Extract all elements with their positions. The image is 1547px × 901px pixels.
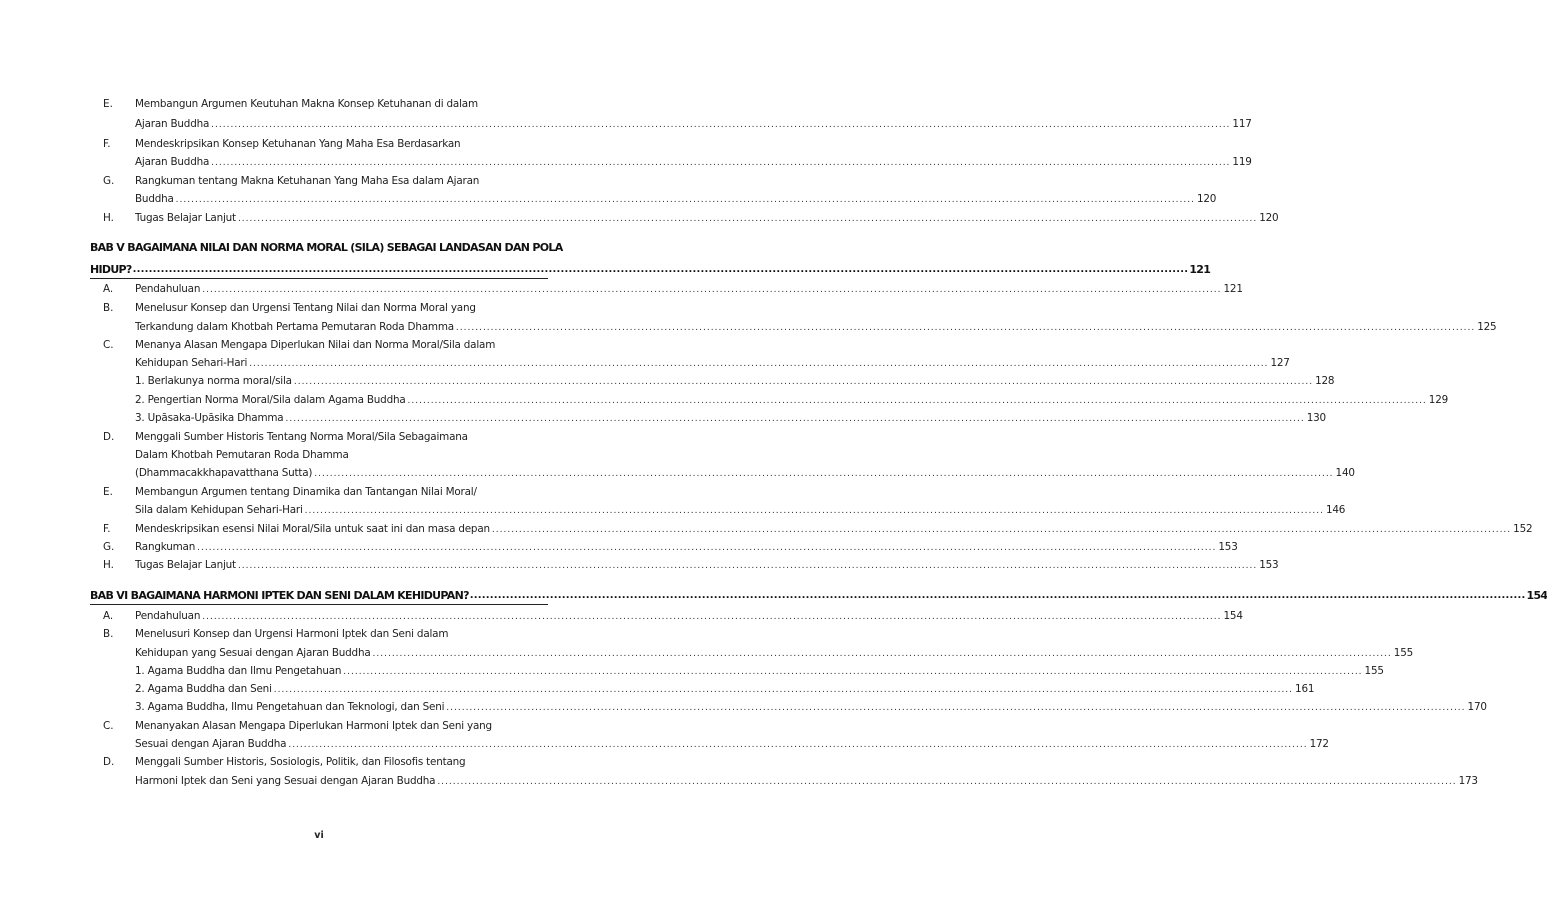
toc-entry-text: Dalam Khotbah Pemutaran Roda Dhamma: [135, 449, 349, 461]
dot-leader: ........................................................................................................................................................................................................................................................................: [249, 359, 1269, 369]
dot-leader: ........................................................................................................................................................................................................................................................................: [285, 414, 1305, 424]
dot-leader: ........................................................................................................................................................................................................................................................................: [455, 323, 1476, 333]
toc-page-number: 121: [1223, 283, 1243, 295]
toc-letter: H.: [103, 559, 114, 571]
toc-page-number: 155: [1393, 647, 1414, 659]
toc-page-number: 121: [1189, 263, 1211, 276]
toc-page-number: 128: [1315, 375, 1335, 387]
toc-entry-text: 2. Pengertian Norma Moral/Sila dalam Agama Buddha: [135, 394, 406, 406]
toc-entry-text: 2. Agama Buddha dan Seni: [135, 683, 272, 695]
toc-entry[interactable]: [135, 282, 1243, 296]
toc-entry[interactable]: [135, 558, 1279, 572]
toc-entry-text: Harmoni Iptek dan Seni yang Sesuai dengan Ajaran Buddha: [135, 775, 436, 787]
toc-entry-text: Rangkuman: [135, 541, 196, 553]
toc-letter: A.: [103, 610, 114, 622]
dot-leader: ........................................................................................................................................................................................................................................................................: [446, 703, 1466, 713]
toc-entry-text: 1. Berlakunya norma moral/sila: [135, 375, 292, 387]
dot-leader: ........................................................................................................................................................................................................................................................................: [437, 777, 1457, 787]
toc-entry-text: Terkandung dalam Khotbah Pertama Pemutaran Roda Dhamma: [135, 321, 454, 333]
toc-page-number: 140: [1335, 467, 1355, 479]
toc-letter: D.: [103, 756, 115, 768]
toc-page-number: 130: [1306, 412, 1326, 424]
toc-letter: A.: [103, 283, 114, 295]
dot-leader: ........................................................................................................................................................................................................................................................................: [197, 543, 1217, 553]
toc-entry-text: Membangun Argumen tentang Dinamika dan Tantangan Nilai Moral/: [135, 486, 477, 498]
toc-letter: C.: [103, 339, 114, 351]
chapter-heading-text: HIDUP?: [90, 263, 132, 276]
dot-leader: ........................................................................................................................................................................................................................................................................: [202, 285, 1222, 295]
chapter-underline: [90, 278, 548, 279]
toc-letter: E.: [103, 98, 113, 110]
toc-entry-text: Tugas Belajar Lanjut: [135, 559, 236, 571]
dot-leader: ........................................................................................................................................................................................................................................................................: [288, 740, 1308, 750]
toc-entry[interactable]: [135, 540, 1238, 554]
toc-page-number: 170: [1467, 701, 1487, 713]
toc-entry-text: Kehidupan yang Sesuai dengan Ajaran Buddha: [135, 647, 371, 659]
toc-letter: C.: [103, 720, 114, 732]
chapter-heading-text: BAB VI BAGAIMANA HARMONI IPTEK DAN SENI DALAM KEHIDUPAN?: [90, 589, 469, 602]
toc-page-number: 173: [1458, 775, 1478, 787]
toc-subentry[interactable]: [135, 682, 1315, 696]
toc-subentry[interactable]: [135, 664, 1384, 678]
toc-page-number: 155: [1364, 665, 1384, 677]
toc-subentry[interactable]: [135, 374, 1335, 388]
toc-entry-text: Sesuai dengan Ajaran Buddha: [135, 738, 287, 750]
chapter-underline: [90, 604, 548, 605]
dot-leader: ........................................................................................................................................................................................................................................................................: [407, 396, 1427, 406]
toc-entry[interactable]: [135, 737, 1329, 751]
toc-entry-text: Menanyakan Alasan Mengapa Diperlukan Harmoni Iptek dan Seni yang: [135, 720, 492, 732]
toc-entry-text: 3. Upāsaka-Upāsika Dhamma: [135, 412, 284, 424]
toc-entry[interactable]: [135, 503, 1346, 517]
toc-entry-text: 3. Agama Buddha, Ilmu Pengetahuan dan Teknologi, dan Seni: [135, 701, 445, 713]
toc-entry-text: Menanya Alasan Mengapa Diperlukan Nilai dan Norma Moral/Sila dalam: [135, 339, 496, 351]
toc-page-number: 127: [1270, 357, 1290, 369]
dot-leader: ........................................................................................................................................................................................................................................................................: [343, 667, 1363, 677]
toc-page-number: 117: [1232, 118, 1252, 130]
toc-page-number: 120: [1196, 193, 1217, 205]
toc-entry-text: Membangun Argumen Keutuhan Makna Konsep Ketuhanan di dalam: [135, 98, 478, 110]
toc-entry-text: Pendahuluan: [135, 610, 201, 622]
toc-entry-text: Pendahuluan: [135, 283, 201, 295]
toc-subentry[interactable]: [135, 411, 1326, 425]
toc-page-number: 119: [1232, 156, 1252, 168]
dot-leader: ........................................................................................................................................................................................................................................................................: [469, 590, 1526, 601]
dot-leader: ........................................................................................................................................................................................................................................................................: [202, 612, 1222, 622]
chapter-heading-entry[interactable]: [90, 263, 1211, 277]
dot-leader: ........................................................................................................................................................................................................................................................................: [491, 525, 1512, 535]
toc-entry[interactable]: [135, 522, 1533, 536]
toc-entry[interactable]: [135, 774, 1478, 788]
toc-page-number: 152: [1513, 523, 1533, 535]
toc-entry-text: Rangkuman tentang Makna Ketuhanan Yang Maha Esa dalam Ajaran: [135, 175, 480, 187]
toc-entry-text: Tugas Belajar Lanjut: [135, 212, 236, 224]
dot-leader: ........................................................................................................................................................................................................................................................................: [211, 120, 1231, 130]
toc-entry-text: Buddha: [135, 193, 174, 205]
toc-entry[interactable]: [135, 117, 1252, 131]
toc-entry-text: Ajaran Buddha: [135, 118, 210, 130]
toc-letter: G.: [103, 541, 115, 553]
toc-entry[interactable]: [135, 192, 1217, 206]
toc-entry[interactable]: [135, 356, 1290, 370]
toc-letter: B.: [103, 628, 114, 640]
toc-entry-text: Mendeskripsikan Konsep Ketuhanan Yang Maha Esa Berdasarkan: [135, 138, 461, 150]
toc-page-number: 161: [1295, 683, 1315, 695]
toc-page-number: 154: [1223, 610, 1243, 622]
toc-letter: H.: [103, 212, 114, 224]
toc-entry-text: Menggali Sumber Historis Tentang Norma Moral/Sila Sebagaimana: [135, 431, 468, 443]
toc-letter: G.: [103, 175, 115, 187]
toc-entry-text: Menggali Sumber Historis, Sosiologis, Politik, dan Filosofis tentang: [135, 756, 466, 768]
toc-entry-text: Mendeskripsikan esensi Nilai Moral/Sila untuk saat ini dan masa depan: [135, 523, 490, 535]
dot-leader: ........................................................................................................................................................................................................................................................................: [372, 649, 1392, 659]
dot-leader: ........................................................................................................................................................................................................................................................................: [211, 158, 1231, 168]
toc-page-number: 153: [1218, 541, 1238, 553]
toc-entry-text: 1. Agama Buddha dan Ilmu Pengetahuan: [135, 665, 342, 677]
toc-page-number: 153: [1259, 559, 1279, 571]
toc-subentry[interactable]: [135, 393, 1449, 407]
toc-letter: B.: [103, 302, 114, 314]
dot-leader: ........................................................................................................................................................................................................................................................................: [293, 377, 1314, 387]
dot-leader: ........................................................................................................................................................................................................................................................................: [304, 506, 1324, 516]
toc-entry-text: Menelusur Konsep dan Urgensi Tentang Nilai dan Norma Moral yang: [135, 302, 476, 314]
toc-entry[interactable]: [135, 155, 1252, 169]
toc-entry-text: (Dhammacakkhapavatthana Sutta): [135, 467, 313, 479]
toc-entry[interactable]: [135, 211, 1279, 225]
dot-leader: ........................................................................................................................................................................................................................................................................: [237, 214, 1258, 224]
toc-entry-text: Ajaran Buddha: [135, 156, 210, 168]
toc-letter: F.: [103, 523, 111, 535]
toc-entry-text: Sila dalam Kehidupan Sehari-Hari: [135, 504, 303, 516]
chapter-heading-entry[interactable]: [90, 589, 1547, 603]
page-number: vi: [314, 830, 324, 841]
toc-entry[interactable]: [135, 466, 1355, 480]
toc-page-number: 172: [1309, 738, 1329, 750]
toc-entry-text: Kehidupan Sehari-Hari: [135, 357, 248, 369]
toc-letter: F.: [103, 138, 111, 150]
dot-leader: ........................................................................................................................................................................................................................................................................: [132, 264, 1189, 275]
dot-leader: ........................................................................................................................................................................................................................................................................: [314, 469, 1334, 479]
toc-page-number: 120: [1259, 212, 1279, 224]
toc-entry[interactable]: [135, 646, 1414, 660]
dot-leader: ........................................................................................................................................................................................................................................................................: [273, 685, 1294, 695]
toc-entry[interactable]: [135, 609, 1243, 623]
toc-letter: E.: [103, 486, 113, 498]
dot-leader: ........................................................................................................................................................................................................................................................................: [237, 561, 1258, 571]
toc-page-number: 154: [1526, 589, 1547, 602]
toc-page-number: 125: [1477, 321, 1497, 333]
toc-page-number: 129: [1428, 394, 1449, 406]
toc-letter: D.: [103, 431, 115, 443]
toc-entry[interactable]: [135, 320, 1497, 334]
toc-entry-text: Menelusuri Konsep dan Urgensi Harmoni Iptek dan Seni dalam: [135, 628, 449, 640]
dot-leader: ........................................................................................................................................................................................................................................................................: [175, 195, 1195, 205]
toc-subentry[interactable]: [135, 700, 1487, 714]
chapter-heading[interactable]: BAB V BAGAIMANA NILAI DAN NORMA MORAL (SILA) SEBAGAI LANDASAN DAN POLA: [90, 241, 563, 254]
toc-page-number: 146: [1325, 504, 1346, 516]
